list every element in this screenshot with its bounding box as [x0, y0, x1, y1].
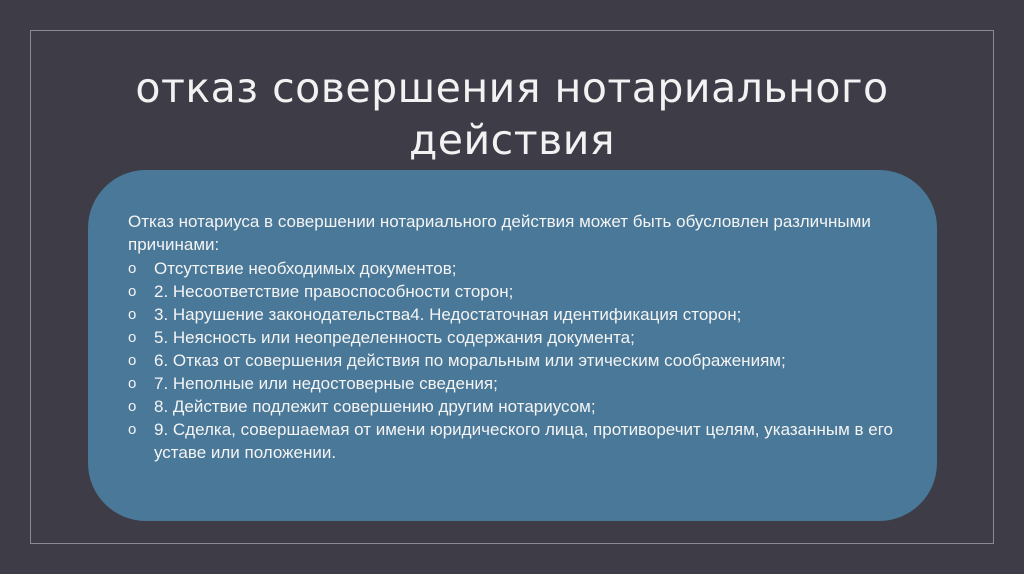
list-item: [128, 257, 908, 280]
bullet-icon: o: [128, 421, 137, 438]
bullet-icon: o: [128, 375, 137, 392]
list-item-text: 5. Неясность или неопределенность содержания документа;: [154, 328, 635, 347]
list-item-text: 7. Неполные или недостоверные сведения;: [154, 374, 498, 393]
list-item: [128, 395, 908, 418]
list-item-text: 3. Нарушение законодательства4. Недостаточная идентификация сторон;: [154, 305, 742, 324]
list-item-text: 2. Несоответствие правоспособности сторон;: [154, 282, 514, 301]
bullet-icon: o: [128, 329, 137, 346]
bullet-icon: o: [128, 260, 137, 277]
list-item: [128, 326, 908, 349]
list-item: [128, 303, 908, 326]
list-item-text: 8. Действие подлежит совершению другим нотариусом;: [154, 397, 596, 416]
bullet-icon: o: [128, 352, 137, 369]
bullet-icon: o: [128, 398, 137, 415]
list-item: [128, 280, 908, 303]
reasons-list: [128, 257, 897, 464]
bullet-icon: o: [128, 283, 137, 300]
bullet-icon: o: [128, 306, 137, 323]
list-item: [128, 372, 908, 395]
list-item: [128, 349, 908, 372]
slide-title: отказ совершения нотариального действия: [135, 64, 889, 164]
list-item-text: 9. Сделка, совершаемая от имени юридического лица, противоречит целям, указанным в его уставе или положении.: [154, 420, 893, 462]
list-item-text: Отсутствие необходимых документов;: [154, 259, 457, 278]
list-item: [128, 418, 908, 464]
list-item-text: 6. Отказ от совершения действия по моральным или этическим соображениям;: [154, 351, 786, 370]
content-panel: [88, 170, 937, 521]
intro-text: Отказ нотариуса в совершении нотариального действия может быть обусловлен различными причинами:: [128, 212, 871, 254]
